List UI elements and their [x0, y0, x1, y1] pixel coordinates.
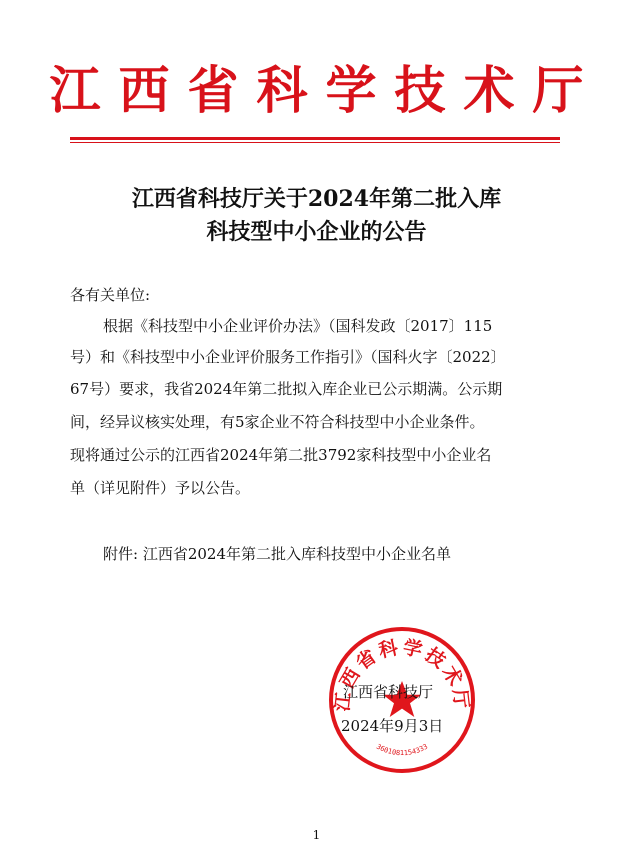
attachment-line: 附件: 江西省2024年第二批入库科技型中小企业名单 [103, 545, 451, 563]
document-title-line1: 江西省科技厅关于2024年第二批入库 [131, 186, 502, 212]
masthead-rule-thin [70, 142, 560, 143]
document-title-line2: 科技型中小企业的公告 [206, 219, 427, 245]
issue-date: 2024年9月3日 [341, 717, 444, 735]
seal-code-text: 3601081154333 [374, 742, 430, 758]
body-line-6: 单（详见附件）予以公告。 [70, 479, 251, 497]
body-line-3: 67号）要求，我省2024年第二批拟入库企业已公示期满。公示期 [70, 380, 503, 398]
signer-name: 江西省科技厅 [343, 683, 434, 701]
body-line-4: 间，经异议核实处理，有5家企业不符合科技型中小企业条件。 [70, 413, 485, 431]
salutation: 各有关单位: [70, 286, 151, 304]
body-line-1: 根据《科技型中小企业评价办法》（国科发政〔2017〕115 [103, 317, 493, 335]
masthead-rule-thick [70, 137, 560, 140]
page-number: 1 [312, 828, 321, 842]
masthead-org-name: 江西省科学技术厅 [49, 62, 602, 121]
body-line-2: 号）和《科技型中小企业评价服务工作指引》（国科火字〔2022〕 [70, 348, 506, 366]
seal-ring-text: 江西省科学技术厅 [331, 636, 473, 713]
body-line-5: 现将通过公示的江西省2024年第二批3792家科技型中小企业名 [70, 446, 492, 464]
